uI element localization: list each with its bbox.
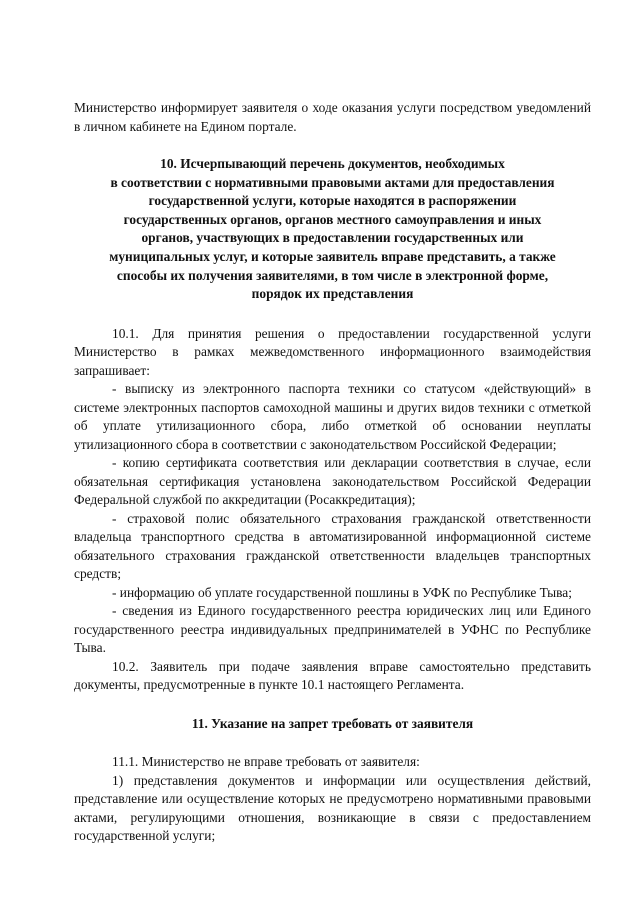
list-item: - копию сертификата соответствия или декларации соответствия в случае, если обязательная сертификация установлена законодательством Российской Федерации Федеральной службой по аккредитации (Росаккредитация); (74, 455, 591, 508)
section-11-heading: 11. Указание на запрет требовать от заявителя (191, 715, 474, 731)
heading-line: 10. Исчерпывающий перечень документов, необходимых (160, 156, 505, 171)
paragraph-11-1-item-1: 1) представления документов и информации или осуществления действий, представление или осуществление которых не предусмотрено нормативными правовыми актами, регулирующими отношения, возникающие в связи с предоставлением государственной услуги; (74, 772, 591, 844)
paragraph-11-1: 11.1. Министерство не вправе требовать от заявителя: (112, 754, 420, 770)
paragraph-10-2: 10.2. Заявитель при подаче заявления вправе самостоятельно представить документы, предусмотренные в пункте 10.1 настоящего Регламента. (74, 658, 591, 693)
heading-line: государственных органов, органов местного самоуправления и иных (123, 211, 542, 227)
heading-line: государственной услуги, которые находятся в распоряжении (148, 193, 517, 209)
intro-paragraph: Министерство информирует заявителя о ходе оказания услуги посредством уведомлений в личном кабинете на Едином портале. (74, 100, 591, 134)
heading-line: муниципальных услуг, и которые заявитель вправе представить, а также (109, 248, 556, 264)
list-item: - выписку из электронного паспорта техники со статусом «действующий» в системе электронных паспортов самоходной машины и других видов техники с отметкой об уплате утилизационного сбора, либо отметкой об основании неуплаты утилизационного сбора в соответствии с законодательством Российской Федерации; (74, 381, 591, 452)
heading-line: органов, участвующих в предоставлении государственных или (141, 230, 524, 246)
paragraph-10-1: 10.1. Для принятия решения о предоставлении государственной услуги Министерство в рамках межведомственного информационного взаимодействия запрашивает: (74, 325, 591, 378)
heading-line: способы их получения заявителями, в том числе в электронной форме, (116, 267, 549, 283)
section-10-heading (74, 155, 591, 304)
list-item: - страховой полис обязательного страхования гражданской ответственности владельца транспортного средства в автоматизированной информационной системе обязательного страхования гражданской ответственности владельцев транспортных средств; (74, 510, 591, 582)
list-item: - информацию об уплате государственной пошлины в УФК по Республике Тыва; (112, 584, 572, 600)
document-body (74, 99, 591, 846)
heading-line: в соответствии с нормативными правовыми актами для предоставления (110, 174, 555, 190)
heading-line: порядок их представления (251, 286, 414, 302)
list-item: - сведения из Единого государственного реестра юридических лиц или Единого государственного реестра индивидуальных предпринимателей в УФНС по Республике Тыва. (74, 603, 591, 656)
